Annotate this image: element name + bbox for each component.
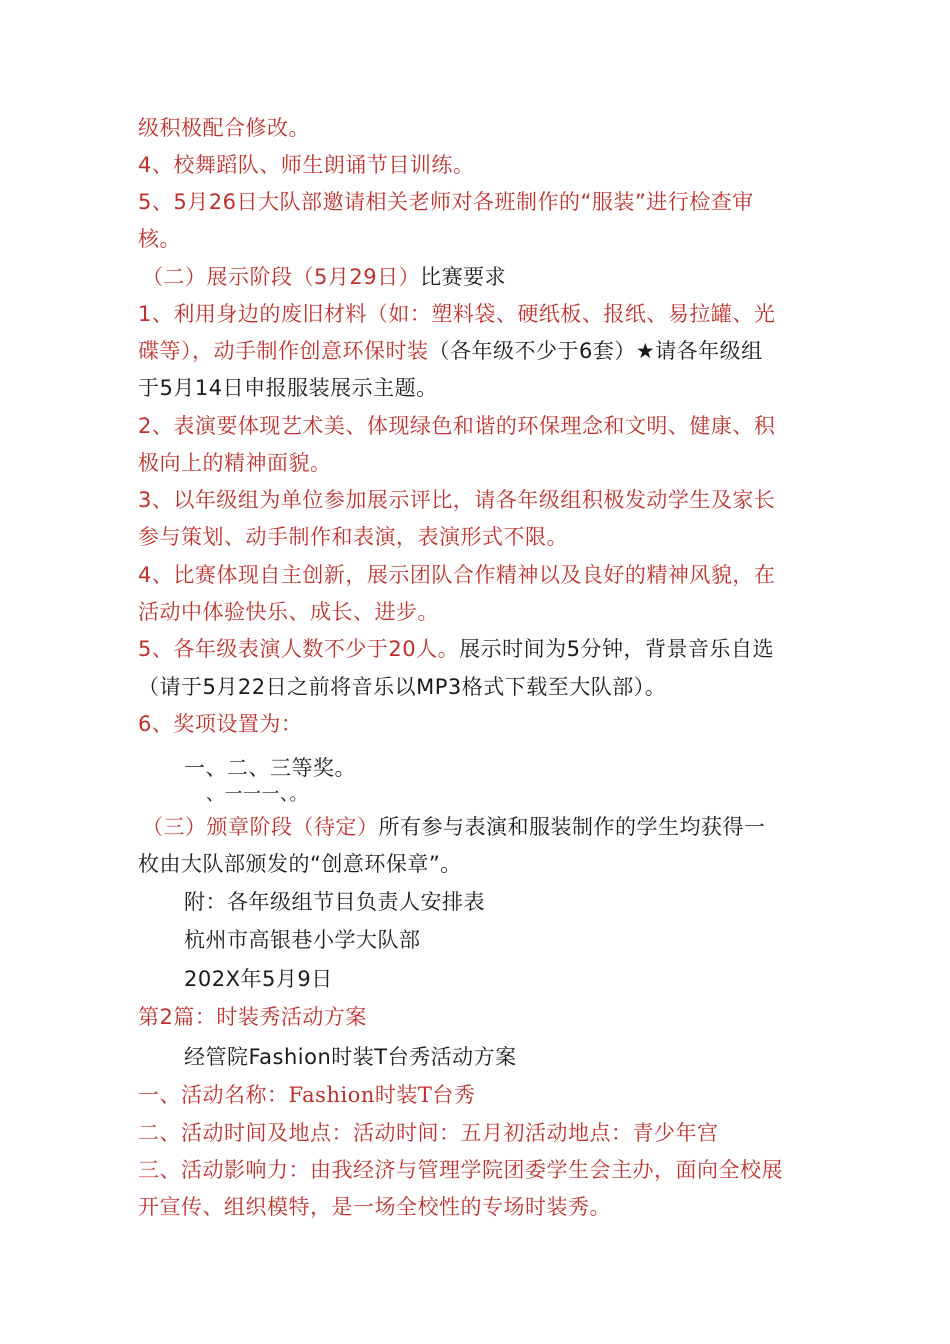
text-span: 5、各年级表演人数不少于20人。 (138, 637, 460, 661)
text-line: 活动中体验快乐、成长、进步。 (138, 600, 439, 624)
text-line: 于5月14日申报服装展示主题。 (138, 376, 438, 400)
text-line (138, 634, 774, 664)
text-line: 6、奖项设置为： (138, 712, 303, 736)
text-line: 1、利用身边的废旧材料（如：塑料袋、硬纸板、报纸、易拉罐、光 (138, 302, 776, 326)
text-span: （三）颁章阶段（待定） (142, 815, 379, 839)
text-line: 一、活动名称：Fashion时装T台秀 (138, 1083, 476, 1107)
text-line: 开宣传、组织模特，是一场全校性的专场时装秀。 (138, 1195, 611, 1219)
text-line: 3、以年级组为单位参加展示评比，请各年级组积极发动学生及家长 (138, 488, 776, 512)
text-line: 一、二、三等奖。 (184, 756, 356, 780)
text-line: （请于5月22日之前将音乐以MP3格式下载至大队部）。 (138, 675, 667, 699)
text-span: 比赛要求 (420, 265, 507, 289)
section-heading (142, 262, 506, 292)
text-line: 核。 (138, 227, 181, 251)
text-span: 碟等），动手制作创意环保时装 (138, 339, 429, 363)
text-line: 级积极配合修改。 (138, 116, 310, 140)
text-line: 三、活动影响力：由我经济与管理学院团委学生会主办，面向全校展 (138, 1158, 783, 1182)
section-heading (142, 812, 766, 842)
text-line: 4、比赛体现自主创新，展示团队合作精神以及良好的精神风貌，在 (138, 563, 776, 587)
text-span: （二）展示阶段（5月29日） (142, 265, 421, 289)
text-line: 2、表演要体现艺术美、体现绿色和谐的环保理念和文明、健康、积 (138, 414, 776, 438)
text-line (138, 336, 763, 366)
text-line: 二、活动时间及地点：活动时间：五月初活动地点：青少年宫 (138, 1121, 719, 1145)
chapter-title: 第2篇：时装秀活动方案 (138, 1005, 367, 1029)
text-span: （各年级不少于6套）★请各年级组 (428, 339, 763, 363)
text-line: 附：各年级组节目负责人安排表 (184, 890, 485, 914)
text-line: 极向上的精神面貌。 (138, 451, 332, 475)
text-line: 经管院Fashion时装T台秀活动方案 (184, 1045, 517, 1069)
text-line: 参与策划、动手制作和表演，表演形式不限。 (138, 525, 568, 549)
text-line: 杭州市高银巷小学大队部 (184, 928, 421, 952)
text-line: 枚由大队部颁发的“创意环保章”。 (138, 852, 462, 876)
text-span: 展示时间为5分钟，背景音乐自选 (459, 637, 774, 661)
text-line: 、一一一、。 (206, 784, 308, 805)
text-span: 所有参与表演和服装制作的学生均获得一 (378, 815, 766, 839)
text-line: 202X年5月9日 (184, 967, 333, 991)
text-line: 5、5月26日大队部邀请相关老师对各班制作的“服装”进行检查审 (138, 190, 754, 214)
text-line: 4、校舞蹈队、师生朗诵节目训练。 (138, 153, 475, 177)
